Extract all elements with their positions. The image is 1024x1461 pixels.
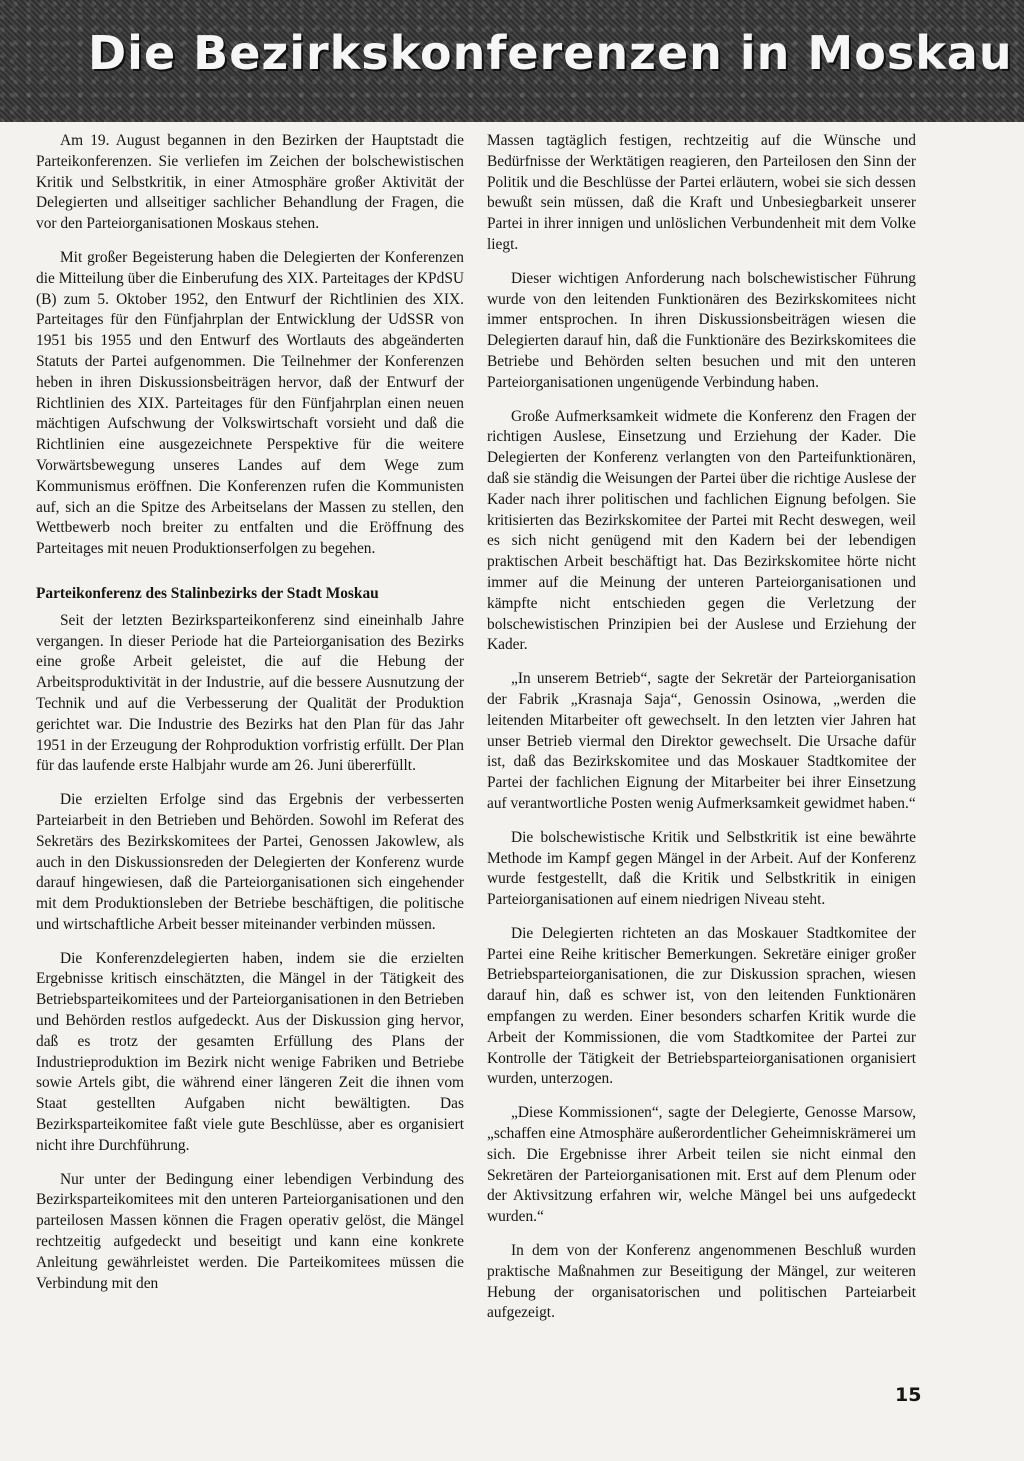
section-heading: Parteikonferenz des Stalinbezirks der Stadt Moskau — [36, 584, 379, 602]
title-banner — [0, 0, 1024, 122]
paragraph: Die Konferenzdelegierten haben, indem sie die erzielten Ergebnisse kritisch einschätzten, die Mängel in der Tätigkeit des Betriebsparteikomitees und der Parteiorganisationen in den Betrieben und Behörden restlos aufgedeckt. Aus der Diskussion ging hervor, daß es trotz der gesamten Erfüllung des Plans der Industrieproduktion im Bezirk nicht wenige Fabriken und Betriebe sowie Artels gibt, die während einer längeren Zeit die ihnen vom Staat gestellten Aufgaben nicht bewältigten. Das Bezirksparteikomitee faßt viele gute Beschlüsse, aber es organisiert nicht ihre Durchführung. — [36, 949, 464, 1154]
paragraph: Die bolschewistische Kritik und Selbstkritik ist eine bewährte Methode im Kampf gegen Mängel in der Arbeit. Auf der Konferenz wurde festgestellt, daß die Kritik und Selbstkritik in einigen Parteiorganisationen auf einem niedrigen Niveau steht. — [487, 828, 916, 909]
paragraph: Die erzielten Erfolge sind das Ergebnis der verbesserten Parteiarbeit in den Betrieben und Behörden. Sowohl im Referat des Sekretärs des Bezirkskomitees der Partei, Genossen Jakowlew, als auch in den Diskussionsreden der Delegierten der Konferenz wurde darauf hingewiesen, daß die Parteiorganisationen sich eingehender mit dem Produktionsleben der Betriebe beschäftigen, die politische und wirtschaftliche Arbeit besser miteinander verbinden müssen. — [36, 791, 464, 933]
paragraph: Dieser wichtigen Anforderung nach bolschewistischer Führung wurde von den leitenden Funktionären des Bezirkskomitees nicht immer entsprochen. In ihren Diskussionsbeiträgen wiesen die Delegierten darauf hin, daß die Funktionäre des Bezirkskomitees die Betriebe und Behörden selten besuchen und mit den unteren Parteiorganisationen ungenügende Verbindung haben. — [487, 269, 916, 391]
paragraph: In dem von der Konferenz angenommenen Beschluß wurden praktische Maßnahmen zur Beseitigung der Mängel, zur weiteren Hebung der organisatorischen und politischen Parteiarbeit aufgezeigt. — [487, 1242, 916, 1322]
paragraph: „In unserem Betrieb“, sagte der Sekretär der Parteiorganisation der Fabrik „Krasnaja Saja“, Genossin Osinowa, „werden die leitenden Mitarbeiter oft gewechselt. In den letzten vier Jahren hat unser Betrieb viermal den Direktor gewechselt. Die Ursache dafür ist, daß das Bezirkskomitee und das Moskauer Stadtkomitee der Partei der fachlichen Eignung der Mitarbeiter bei ihrer Einsetzung auf verantwortliche Posten wenig Aufmerksamkeit gewidmet haben.“ — [487, 670, 916, 812]
left-column — [36, 131, 464, 1307]
paragraph: „Diese Kommissionen“, sagte der Delegierte, Genosse Marsow, „schaffen eine Atmosphäre außerordentlicher Geheimniskrämerei um sich. Die Ergebnisse ihrer Arbeit teilen sie nicht einmal den Sekretären der Parteiorganisationen mit. Erst auf dem Plenum oder der Aktivsitzung erfahren wir, welche Mängel bei uns aufgedeckt wurden.“ — [487, 1104, 916, 1226]
paragraph: Seit der letzten Bezirksparteikonferenz sind eineinhalb Jahre vergangen. In dieser Periode hat die Parteiorganisation des Bezirks eine große Arbeit geleistet, die auf die Hebung der Arbeitsproduktivität in der Industrie, auf die bessere Ausnutzung der Technik und auf die Verbesserung der Qualität der Produktion gerichtet war. Die Industrie des Bezirks hat den Plan für das Jahr 1951 in der Erzeugung der Rohproduktion vorfristig erfüllt. Der Plan für das laufende erste Halbjahr wurde am 26. Juni übererfüllt. — [36, 611, 464, 775]
article-title: Die Bezirkskonferenzen in Moskau — [88, 26, 1013, 80]
paragraph: Mit großer Begeisterung haben die Delegierten der Konferenzen die Mitteilung über die Einberufung des XIX. Parteitages der KPdSU (B) zum 5. Oktober 1952, den Entwurf der Richtlinien des XIX. Parteitages für den Fünfjahrplan der Entwicklung der UdSSR von 1951 bis 1955 und den Entwurf des Wortlauts des abgeänderten Statuts der Partei aufgenommen. Die Teilnehmer der Konferenzen heben in ihren Diskussionsbeiträgen hervor, daß der Entwurf der Richtlinien des XIX. Parteitages für den Fünfjahrplan einen neuen mächtigen Aufschwung der Volkswirtschaft vorsieht und daß die Richtlinien eine ausgezeichnete Perspektive für die weitere Vorwärtsbewegung unseres Landes auf dem Wege zum Kommunismus eröffnen. Die Konferenzen rufen die Kommunisten auf, sich an die Spitze des Arbeitselans der Massen zu stellen, den Wettbewerb noch breiter zu entfalten und die Eröffnung des Parteitages mit neuen Produktionserfolgen zu begehen. — [36, 248, 464, 558]
right-column — [487, 131, 916, 1337]
paragraph: Große Aufmerksamkeit widmete die Konferenz den Fragen der richtigen Auslese, Einsetzung und Erziehung der Kader. Die Delegierten der Konferenz verlangten von den Parteifunktionären, daß sie ständig die Weisungen der Partei über die richtige Auslese der Kader nach ihrer politischen und fachlichen Eignung befolgen. Sie kritisierten das Bezirkskomitee der Partei mit Recht deswegen, weil es sich nicht genügend mit den Kadern bei der lebendigen praktischen Arbeit beschäftigt hat. Das Bezirkskomitee hörte nicht immer auf die Meinung der unteren Parteiorganisationen und kämpfte nicht entschieden gegen die Verletzung der bolschewistischen Prinzipien bei der Auslese und Erziehung der Kader. — [487, 407, 916, 654]
paragraph-continued: Massen tagtäglich festigen, rechtzeitig auf die Wünsche und Bedürfnisse der Werktätigen reagieren, den Parteilosen den Sinn der Politik und die Beschlüsse der Partei erläutern, wobei sie sich dessen bewußt sein müssen, daß die Kraft und Unbesiegbarkeit unserer Partei in ihrer innigen und unlöslichen Verbundenheit mit dem Volke liegt. — [487, 132, 916, 253]
paragraph: Nur unter der Bedingung einer lebendigen Verbindung des Bezirksparteikomitees mit den unteren Parteiorganisationen und den parteilosen Massen können die Fragen operativ gelöst, die Mängel rechtzeitig aufgedeckt und beseitigt und kann eine konkrete Anleitung gewährleistet werden. Die Parteikomitees müssen die Verbindung mit den — [36, 1170, 464, 1292]
paragraph: Am 19. August begannen in den Bezirken der Hauptstadt die Parteikonferenzen. Sie verliefen im Zeichen der bolschewistischen Kritik und Selbstkritik, in einer Atmosphäre großer Aktivität der Delegierten und allseitiger sachlicher Behandlung der Fragen, die vor den Parteiorganisationen Moskaus stehen. — [36, 132, 464, 233]
paragraph: Die Delegierten richteten an das Moskauer Stadtkomitee der Partei eine Reihe kritischer Bemerkungen. Sekretäre einiger großer Betriebsparteiorganisationen, die zur Diskussion sprachen, wiesen darauf hin, daß es schwer ist, von den leitenden Funktionären empfangen zu werden. Einer besonders scharfen Kritik wurde die Arbeit der Kommissionen, die vom Stadtkomitee der Partei zur Kontrolle der Tätigkeit der Betriebsparteiorganisationen organisiert wurden, unterzogen. — [487, 924, 916, 1088]
page-number: 15 — [895, 1384, 922, 1406]
